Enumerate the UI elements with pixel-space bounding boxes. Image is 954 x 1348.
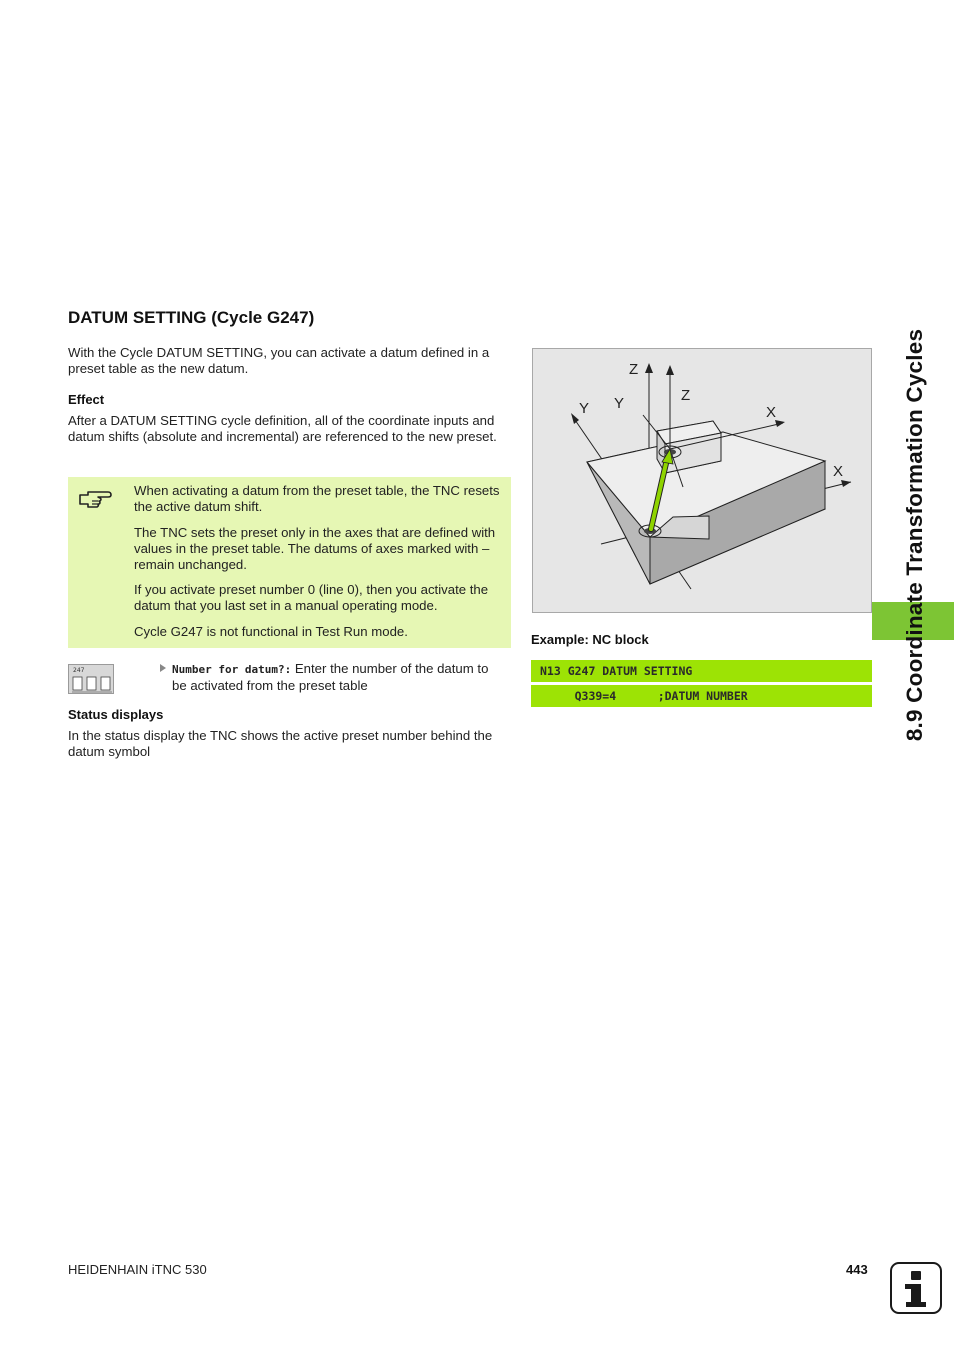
parameter-name: Number for datum?: xyxy=(172,663,292,676)
note-box xyxy=(68,477,511,648)
chapter-side-title-text: 8.9 Coordinate Transformation Cycles xyxy=(902,328,927,742)
parameter-line-1 xyxy=(160,661,512,678)
axis-label-x: X xyxy=(833,463,844,480)
axis-label-z: Z xyxy=(629,361,639,378)
workpiece-diagram xyxy=(533,349,871,612)
info-glyph xyxy=(892,1264,940,1312)
status-displays-text: In the status display the TNC shows the active preset number behind the datum symbol xyxy=(68,728,493,759)
datum-setting-figure xyxy=(532,348,872,613)
nc-block-line: N13 G247 DATUM SETTING xyxy=(531,660,872,682)
axis-label-x-shifted: X xyxy=(766,404,777,421)
example-title: Example: NC block xyxy=(531,632,649,647)
axis-label-y-shifted: Y xyxy=(614,395,625,412)
chapter-side-title xyxy=(897,305,933,765)
note-paragraph: If you activate preset number 0 (line 0), then you activate the datum that you last set in a manual operating mode. xyxy=(134,582,489,613)
section-title: DATUM SETTING (Cycle G247) xyxy=(68,308,315,327)
parameter-line-2: be activated from the preset table xyxy=(172,678,368,693)
note-paragraph: The TNC sets the preset only in the axes that are defined with values in the preset table. The datums of axes marked with – remain unchanged. xyxy=(134,525,496,572)
axis-label-z-shifted: Z xyxy=(681,387,691,404)
softkey-graphic xyxy=(72,675,112,693)
page-number: 443 xyxy=(846,1262,868,1277)
softkey-label: 247 xyxy=(73,667,85,674)
parameter-description xyxy=(160,661,512,694)
effect-heading: Effect xyxy=(68,392,105,407)
footer-product: HEIDENHAIN iTNC 530 xyxy=(68,1262,207,1277)
parameter-text: Enter the number of the datum to xyxy=(291,661,489,676)
note-paragraph: When activating a datum from the preset table, the TNC resets the active datum shift. xyxy=(134,483,500,514)
pointing-hand-icon xyxy=(78,485,112,511)
bullet-triangle-icon xyxy=(160,664,166,672)
effect-text: After a DATUM SETTING cycle definition, all of the coordinate inputs and datum shifts (absolute and incremental) are referenced to the new preset. xyxy=(68,413,497,444)
info-icon[interactable] xyxy=(890,1262,942,1314)
status-displays-heading: Status displays xyxy=(68,707,164,722)
datum-setting-softkey-icon xyxy=(68,664,114,694)
axis-label-y: Y xyxy=(579,400,590,417)
note-paragraph: Cycle G247 is not functional in Test Run mode. xyxy=(134,624,408,639)
nc-block-line: Q339=4 ;DATUM NUMBER xyxy=(531,685,872,707)
intro-text: With the Cycle DATUM SETTING, you can activate a datum defined in a preset table as the new datum. xyxy=(68,345,490,376)
